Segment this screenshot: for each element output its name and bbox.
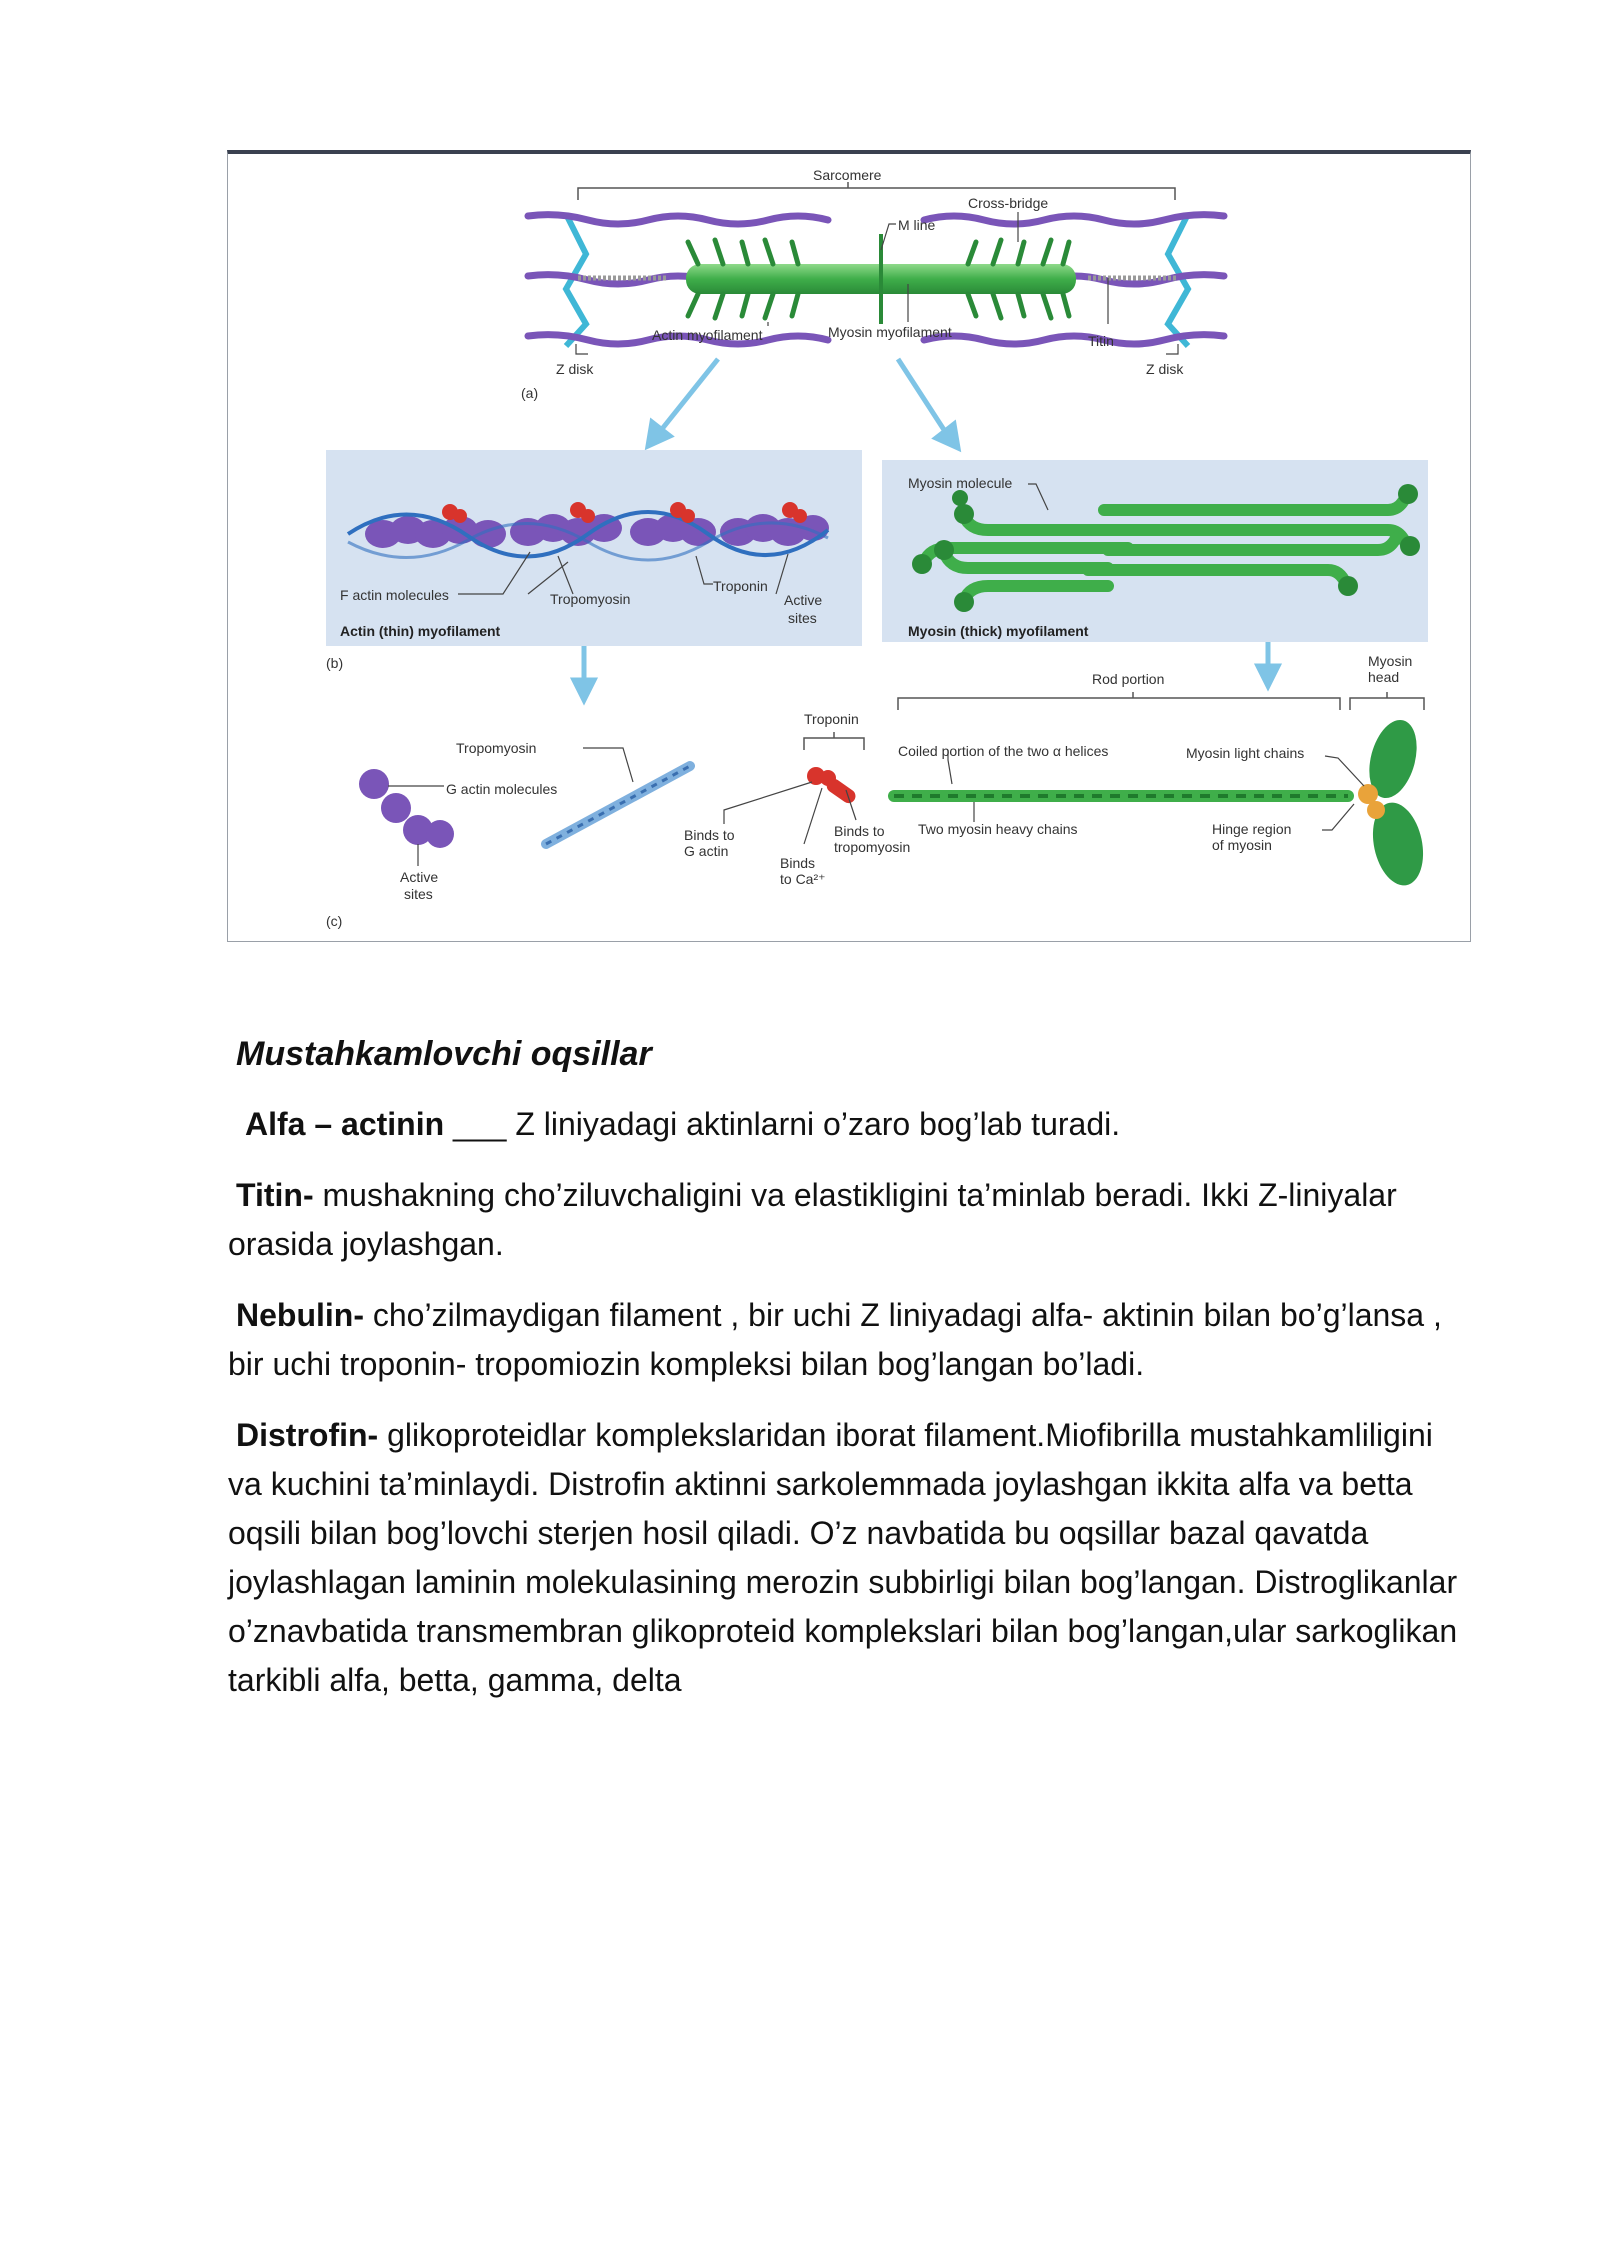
label-myosin-head-2: head [1368,669,1400,685]
document-body [228,1030,1473,1727]
body-distrofin: glikoproteidlar komplekslaridan iborat filament.Miofibrilla mustahkamliligini va kuchini ta’minlaydi. Distrofin aktinni sarkolemmada joylashgan ikkita alfa va betta oqsili bilan bog’lovchi sterjen hosil qiladi. O’z navbatida bu oqsillar bazal qavatda joylashlagan laminin molekulasining merozin subbirligi bilan bog’langan. Distroglikanlar o’znavbatida transmembran glikoproteid komplekslari bilan bog’langan,ular sarkoglikan tarkibli alfa, betta, gamma, delta [228,1417,1458,1698]
label-myosin-head-1: Myosin [1368,653,1413,669]
body-nebulin: cho’zilmaydigan filament , bir uchi Z liniyadagi alfa- aktinin bilan bo’g’lansa , bir uchi troponin- tropomiozin kompleksi bilan bog’langan bo’ladi. [228,1297,1442,1382]
label-myosin-molecule: Myosin molecule [908,475,1013,491]
label-active-sites-b-1: Active [784,592,823,608]
myosin-thick-filament [686,234,1076,324]
section-heading: Mustahkamlovchi oqsillar [236,1035,652,1073]
term-nebulin: Nebulin- [236,1297,364,1333]
troponin-complex [807,767,858,806]
label-actin-thin: Actin (thin) myofilament [340,623,501,639]
paragraph-nebulin [228,1291,1473,1389]
label-active-sites-b-2: sites [788,610,817,626]
myosin-head [1358,715,1430,890]
label-binds-g-actin-1: Binds to [684,827,735,843]
panel-a-sarcomere [521,167,1224,401]
label-cross-bridge: Cross-bridge [968,195,1049,211]
label-actin-myofilament: Actin myofilament [652,327,763,343]
label-g-actin-molecules: G actin molecules [446,781,558,797]
label-active-sites-c-2: sites [404,886,433,902]
label-panel-c: (c) [326,913,343,929]
sarcomere-figure [227,150,1471,942]
label-troponin-c: Troponin [804,711,859,727]
label-tropomyosin-c: Tropomyosin [456,740,537,756]
label-hinge-region-2: of myosin [1212,837,1272,853]
label-sarcomere: Sarcomere [813,167,882,183]
label-myosin-myofilament: Myosin myofilament [828,324,952,340]
paragraph-titin [228,1171,1473,1269]
label-titin: Titin [1088,333,1114,349]
panel-b-myosin-thick [882,460,1428,642]
label-panel-a: (a) [521,385,539,401]
body-alfa-actinin: ___ Z liniyadagi aktinlarni o’zaro bog’lab turadi. [444,1106,1121,1142]
label-myosin-thick: Myosin (thick) myofilament [908,623,1089,639]
term-alfa-actinin: Alfa – actinin [245,1106,445,1142]
label-troponin-b: Troponin [713,578,768,594]
term-distrofin: Distrofin- [236,1417,379,1453]
label-rod-portion: Rod portion [1092,671,1165,687]
sarcomere-diagram [228,154,1472,942]
label-myosin-light-chains: Myosin light chains [1186,745,1305,761]
label-two-heavy-chains: Two myosin heavy chains [918,821,1078,837]
label-binds-g-actin-2: G actin [684,843,729,859]
body-titin: mushakning cho’ziluvchaligini va elastikligini ta’minlab beradi. Ikki Z-liniyalar orasida joylashgan. [228,1177,1397,1262]
label-coiled-portion: Coiled portion of the two α helices [898,743,1109,759]
term-titin: Titin- [236,1177,314,1213]
label-z-disk-left: Z disk [556,361,594,377]
label-hinge-region-1: Hinge region [1212,821,1292,837]
g-actin-molecules [359,769,454,848]
label-m-line: M line [898,217,936,233]
label-z-disk-right: Z disk [1146,361,1184,377]
label-binds-tropomyosin-1: Binds to [834,823,885,839]
label-binds-tropomyosin-2: tropomyosin [834,839,911,855]
panel-c-molecules [326,653,1430,929]
label-binds-ca-2: to Ca²⁺ [780,871,826,887]
paragraph-alfa-actinin [228,1100,1473,1149]
label-binds-ca-1: Binds [780,855,816,871]
tropomyosin-coil [546,748,690,844]
paragraph-distrofin [228,1411,1473,1705]
label-active-sites-c-1: Active [400,869,439,885]
label-tropomyosin-b: Tropomyosin [550,591,631,607]
panel-b-actin-thin [326,450,862,671]
label-f-actin-molecules: F actin molecules [340,587,449,603]
label-panel-b: (b) [326,655,344,671]
